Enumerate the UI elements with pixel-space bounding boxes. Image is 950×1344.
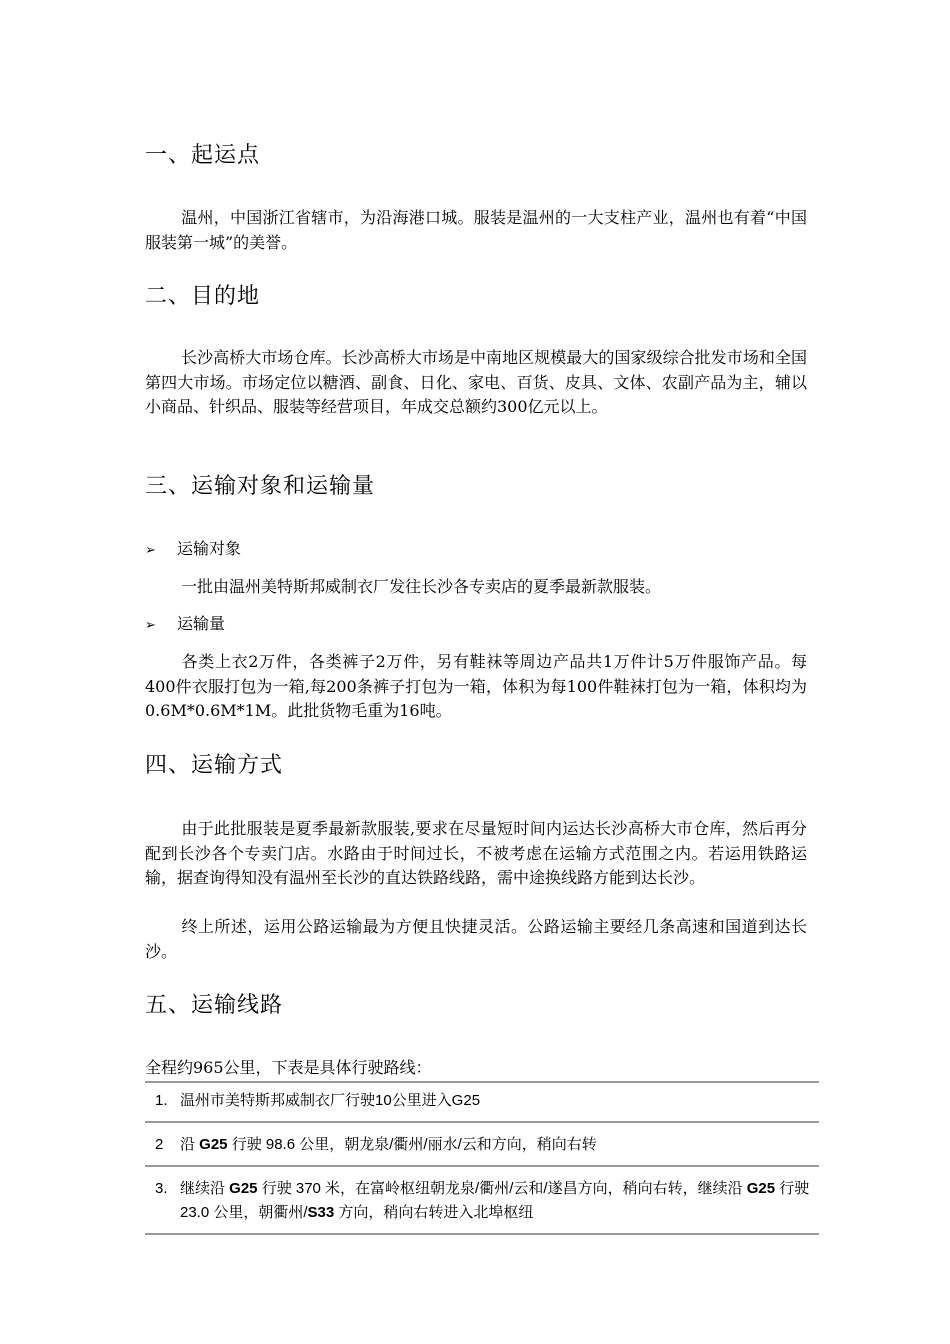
bullet-cargo-volume xyxy=(145,612,225,638)
row-number: 3. xyxy=(155,1180,168,1197)
table-row xyxy=(145,1171,819,1235)
bullet-label: 运输量 xyxy=(177,614,226,633)
cargo-object-paragraph xyxy=(145,575,807,600)
mode-paragraph-1 xyxy=(145,817,807,891)
section-heading-cargo: 三、运输对象和运输量 xyxy=(145,474,376,499)
row-text: 沿 G25 行驶 98.6 公里，朝龙泉/衢州/丽水/云和方向，稍向右转 xyxy=(180,1136,597,1153)
cargo-volume-text: 各类上衣2万件，各类裤子2万件，另有鞋袜等周边产品共1万件计5万件服饰产品。每400件衣服打包为一箱,每200条裤子打包为一箱，体积为每100件鞋袜打包为一箱，体积均为0.6M*0.6M*1M。此批货物毛重为16吨。 xyxy=(145,652,807,720)
arrow-bullet-icon: ➢ xyxy=(145,618,156,633)
origin-paragraph xyxy=(145,206,807,255)
route-intro xyxy=(145,1056,807,1081)
bullet-label: 运输对象 xyxy=(177,539,242,558)
section-heading-mode: 四、运输方式 xyxy=(145,753,284,778)
mode-text-1: 由于此批服装是夏季最新款服装,要求在尽量短时间内运达长沙高桥大市仓库，然后再分配到长沙各个专卖门店。水路由于时间过长，不被考虑在运输方式范围之内。若运用铁路运输，据查询得知没有温州至长沙的直达铁路线路，需中途换线路方能到达长沙。 xyxy=(145,819,807,887)
bullet-cargo-object xyxy=(145,537,241,563)
table-row xyxy=(145,1083,819,1123)
origin-text: 温州，中国浙江省辖市，为沿海港口城。服装是温州的一大支柱产业，温州也有着“中国服装第一城”的美誉。 xyxy=(145,208,807,252)
row-number: 1. xyxy=(155,1092,168,1109)
arrow-bullet-icon: ➢ xyxy=(145,543,156,558)
route-intro-text: 全程约965公里，下表是具体行驶路线： xyxy=(145,1058,432,1077)
row-number: 2 xyxy=(155,1136,164,1153)
destination-text: 长沙高桥大市场仓库。长沙高桥大市场是中南地区规模最大的国家级综合批发市场和全国第四大市场。市场定位以糖酒、副食、日化、家电、百货、皮具、文体、农副产品为主，辅以小商品、针织品、服装等经营项目，年成交总额约300亿元以上。 xyxy=(145,348,807,416)
mode-paragraph-2 xyxy=(145,915,807,964)
cargo-volume-paragraph xyxy=(145,650,807,724)
section-heading-origin: 一、起运点 xyxy=(145,143,261,168)
row-text: 继续沿 G25 行驶 370 米，在富岭枢纽朝龙泉/衢州/云和/遂昌方向，稍向右转，继续沿 G25 行驶 23.0 公里，朝衢州/S33 方向，稍向右转进入北埠枢纽 xyxy=(180,1180,810,1221)
section-heading-destination: 二、目的地 xyxy=(145,284,261,309)
destination-paragraph xyxy=(145,346,807,420)
mode-text-2: 终上所述，运用公路运输最为方便且快捷灵活。公路运输主要经几条高速和国道到达长沙。 xyxy=(145,917,807,961)
row-text: 温州市美特斯邦威制衣厂行驶10公里进入G25 xyxy=(180,1092,481,1109)
section-heading-route: 五、运输线路 xyxy=(145,993,284,1018)
route-table xyxy=(145,1081,819,1239)
table-row xyxy=(145,1127,819,1167)
cargo-object-text: 一批由温州美特斯邦威制衣厂发往长沙各专卖店的夏季最新款服装。 xyxy=(181,577,662,596)
